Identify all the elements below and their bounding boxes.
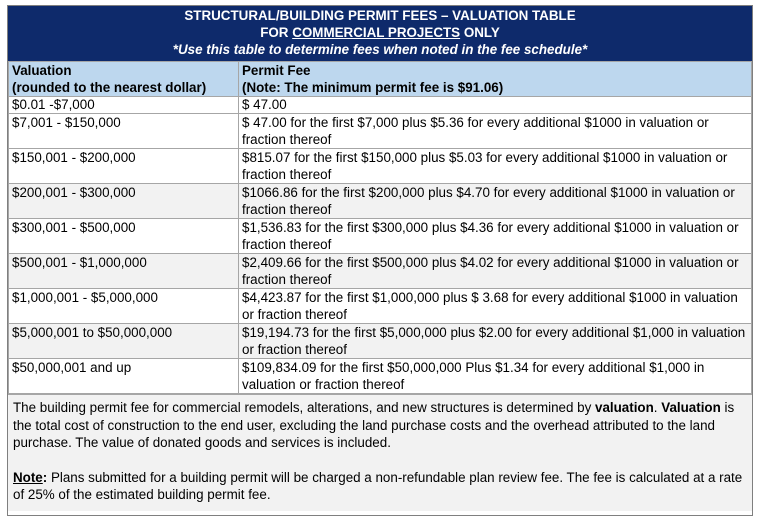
fee-cell: $2,409.66 for the first $500,000 plus $4.02 for every additional $1000 in valuation or fraction thereof (239, 254, 752, 289)
footer-notes (8, 394, 752, 511)
fee-label: Permit Fee (242, 63, 311, 78)
note-label: Note (13, 469, 43, 485)
column-header-row (9, 62, 752, 97)
table-header-banner (8, 6, 752, 61)
footer-bold-valuation-2: Valuation (661, 400, 721, 415)
fee-sublabel: (Note: The minimum permit fee is $91.06) (242, 80, 504, 95)
header-subtitle-underlined: COMMERCIAL PROJECTS (292, 25, 461, 40)
valuation-cell: $5,000,001 to $50,000,000 (9, 324, 239, 359)
table-row (9, 254, 752, 289)
valuation-sublabel: (rounded to the nearest dollar) (12, 80, 207, 95)
footer-text-1: The building permit fee for commercial remodels, alterations, and new structures is determined by (13, 400, 596, 415)
valuation-cell: $500,001 - $1,000,000 (9, 254, 239, 289)
header-instruction: *Use this table to determine fees when noted in the fee schedule* (172, 42, 588, 57)
header-subtitle (8, 24, 752, 41)
fee-cell: $109,834.09 for the first $50,000,000 Plus $1.34 for every additional $1,000 in valuation or fraction thereof (239, 359, 752, 394)
valuation-column-header (9, 62, 239, 97)
table-row (9, 359, 752, 394)
table-row (9, 184, 752, 219)
valuation-cell: $1,000,001 - $5,000,000 (9, 289, 239, 324)
fee-column-header (239, 62, 752, 97)
footer-bold-valuation: valuation (595, 400, 654, 415)
valuation-table (8, 61, 752, 394)
valuation-cell: $50,000,001 and up (9, 359, 239, 394)
fee-cell: $1066.86 for the first $200,000 plus $4.70 for every additional $1000 in valuation or fraction thereof (239, 184, 752, 219)
table-row (9, 97, 752, 114)
paragraph-spacer (13, 452, 747, 469)
footer-text-2: . (653, 400, 662, 415)
valuation-cell: $300,001 - $500,000 (9, 219, 239, 254)
valuation-cell: $150,001 - $200,000 (9, 149, 239, 184)
note-text: Plans submitted for a building permit will be charged a non-refundable plan review fee. The fee is calculated at a rate of 25% of the estimated building permit fee. (13, 469, 743, 502)
header-subtitle-prefix: FOR (260, 25, 293, 40)
fee-cell: $1,536.83 for the first $300,000 plus $4.36 for every additional $1000 in valuation or fraction thereof (239, 219, 752, 254)
table-row (9, 114, 752, 149)
note-colon: : (42, 469, 48, 485)
valuation-label: Valuation (12, 63, 72, 78)
fee-table-container (7, 5, 753, 516)
table-row (9, 149, 752, 184)
valuation-cell: $0.01 -$7,000 (9, 97, 239, 114)
valuation-explanation (13, 399, 747, 452)
fee-cell: $ 47.00 for the first $7,000 plus $5.36 for every additional $1000 in valuation or fraction thereof (239, 114, 752, 149)
valuation-cell: $200,001 - $300,000 (9, 184, 239, 219)
valuation-cell: $7,001 - $150,000 (9, 114, 239, 149)
fee-cell: $ 47.00 (239, 97, 752, 114)
header-title: STRUCTURAL/BUILDING PERMIT FEES – VALUATION TABLE (184, 8, 576, 23)
fee-cell: $4,423.87 for the first $1,000,000 plus $ 3.68 for every additional $1000 in valuation or fraction thereof (239, 289, 752, 324)
fee-cell: $815.07 for the first $150,000 plus $5.03 for every additional $1000 in valuation or fraction thereof (239, 149, 752, 184)
table-row (9, 289, 752, 324)
plan-review-note (13, 469, 747, 504)
fee-cell: $19,194.73 for the first $5,000,000 plus $2.00 for every additional $1,000 in valuation or fraction thereof (239, 324, 752, 359)
header-subtitle-suffix: ONLY (460, 25, 500, 40)
footer-text-3: is the total cost of construction to the end user, excluding the land purchase costs and the overhead attributed to the land purchase. The value of donated goods and services is included. (13, 400, 735, 450)
table-row (9, 324, 752, 359)
table-row (9, 219, 752, 254)
